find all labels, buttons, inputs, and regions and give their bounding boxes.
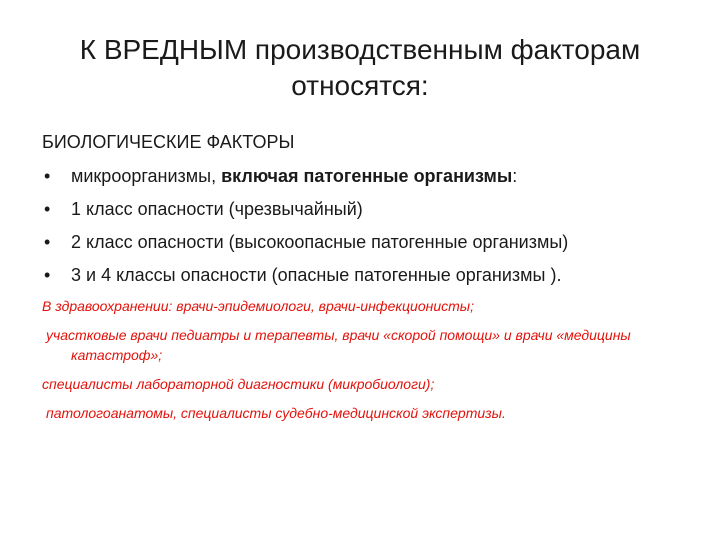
bullet-marker: •	[44, 199, 51, 219]
bullet-text-plain: микроорганизмы,	[71, 166, 222, 186]
bullet-marker: •	[44, 166, 51, 186]
bullet-text: 3 и 4 классы опасности (опасные патогенные организмы ).	[71, 265, 562, 285]
title-line-1: К ВРЕДНЫМ производственным факторам	[79, 34, 641, 65]
bullet-item-class-1	[42, 197, 682, 221]
slide-body	[42, 130, 682, 432]
bullet-text-tail: :	[512, 166, 518, 186]
note-district-doctors: участковые врачи педиатры и терапевты, врачи «скорой помощи» и врачи «медицины катастроф»;	[46, 327, 631, 363]
bullet-item-microorganisms	[42, 164, 682, 188]
bullet-text: 1 класс опасности (чрезвычайный)	[71, 199, 363, 219]
slide-title	[40, 32, 680, 104]
bullet-text-bold: включая патогенные организмы	[221, 166, 513, 186]
bullet-marker: •	[44, 232, 51, 252]
note-lab-specialists: специалисты лабораторной диагностики (микробиологи);	[42, 376, 435, 392]
title-line-2: относятся:	[291, 70, 429, 101]
bullet-item-class-2	[42, 230, 682, 254]
bullet-item-class-3-4	[42, 263, 682, 287]
bullet-text: 2 класс опасности (высокоопасные патогенные организмы)	[71, 232, 569, 252]
note-healthcare: В здравоохранении: врачи-эпидемиологи, врачи-инфекционисты;	[42, 298, 474, 314]
bullet-marker: •	[44, 265, 51, 285]
bullet-list	[42, 164, 682, 287]
healthcare-notes	[42, 296, 682, 423]
section-heading: БИОЛОГИЧЕСКИЕ ФАКТОРЫ	[42, 132, 295, 152]
note-pathologists: патологоанатомы, специалисты судебно-медицинской экспертизы.	[46, 405, 506, 421]
